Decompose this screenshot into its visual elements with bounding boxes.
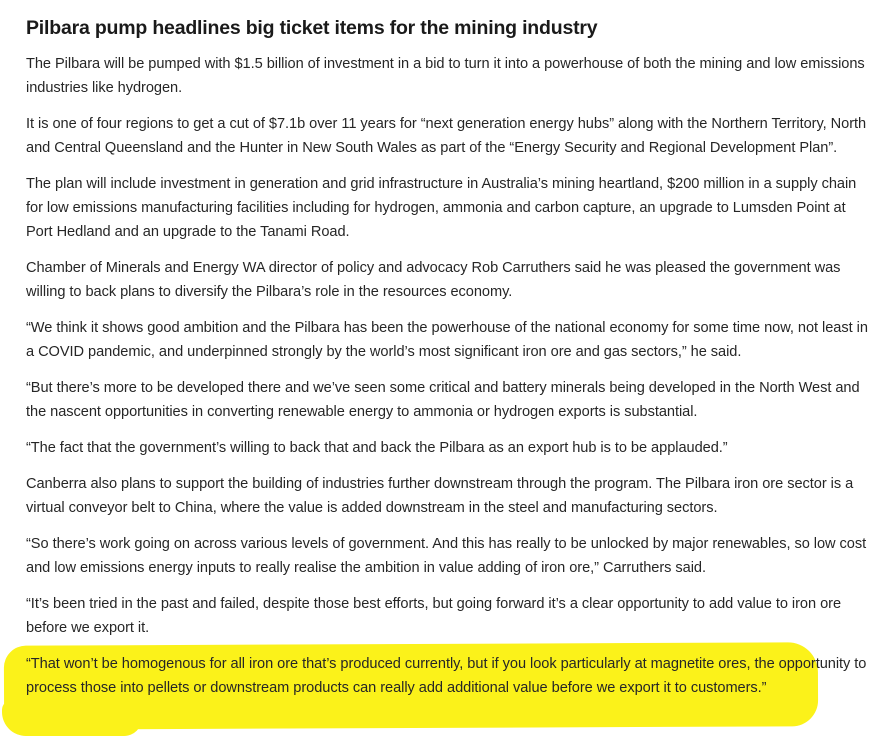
article-paragraph: The Pilbara will be pumped with $1.5 billion of investment in a bid to turn it into a powerhouse of both the mining and low emissions industries like hydrogen.: [26, 56, 865, 96]
highlighter-mark-tail: [2, 700, 142, 736]
article-paragraph: Canberra also plans to support the building of industries further downstream through the program. The Pilbara iron ore sector is a virtual conveyor belt to China, where the value is added downstream in the steel and manufacturing sectors.: [26, 476, 854, 516]
article-headline: Pilbara pump headlines big ticket items for the mining industry: [26, 17, 598, 39]
article-paragraph: “So there’s work going on across various levels of government. And this has really to be unlocked by major renewables, so low cost and low emissions energy inputs to really realise the ambition in value adding of iron ore,” Carruthers said.: [26, 536, 867, 576]
article-paragraph: “The fact that the government’s willing to back that and back the Pilbara as an export hub is to be applauded.”: [26, 440, 728, 456]
article-paragraph: The plan will include investment in generation and grid infrastructure in Australia’s mining heartland, $200 million in a supply chain for low emissions manufacturing facilities including for hydrogen, ammonia and carbon capture, an upgrade to Lumsden Point at Port Hedland and an upgrade to the Tanami Road.: [26, 176, 857, 240]
article-paragraph: Chamber of Minerals and Energy WA director of policy and advocacy Rob Carruthers said he was pleased the government was willing to back plans to diversify the Pilbara’s role in the resources economy.: [26, 260, 841, 300]
highlighted-quote: [26, 652, 876, 700]
article-paragraph: “It’s been tried in the past and failed, despite those best efforts, but going forward it’s a clear opportunity to add value to iron ore before we export it.: [26, 596, 842, 636]
highlighted-paragraph: “That won’t be homogenous for all iron ore that’s produced currently, but if you look particularly at magnetite ores, the opportunity to process those into pellets or downstream products can really add additional value before we export it to customers.”: [26, 656, 867, 696]
article-body: [26, 14, 876, 700]
article-paragraph: “We think it shows good ambition and the Pilbara has been the powerhouse of the national economy for some time now, not least in a COVID pandemic, and underpinned strongly by the world’s most significant iron ore and gas sectors,” he said.: [26, 320, 868, 360]
article-paragraph: “But there’s more to be developed there and we’ve seen some critical and battery minerals being developed in the North West and the nascent opportunities in converting renewable energy to ammonia or hydrogen exports is substantial.: [26, 380, 860, 420]
article-paragraph: It is one of four regions to get a cut of $7.1b over 11 years for “next generation energy hubs” along with the Northern Territory, North and Central Queensland and the Hunter in New South Wales as part of the “Energy Security and Regional Development Plan”.: [26, 116, 867, 156]
